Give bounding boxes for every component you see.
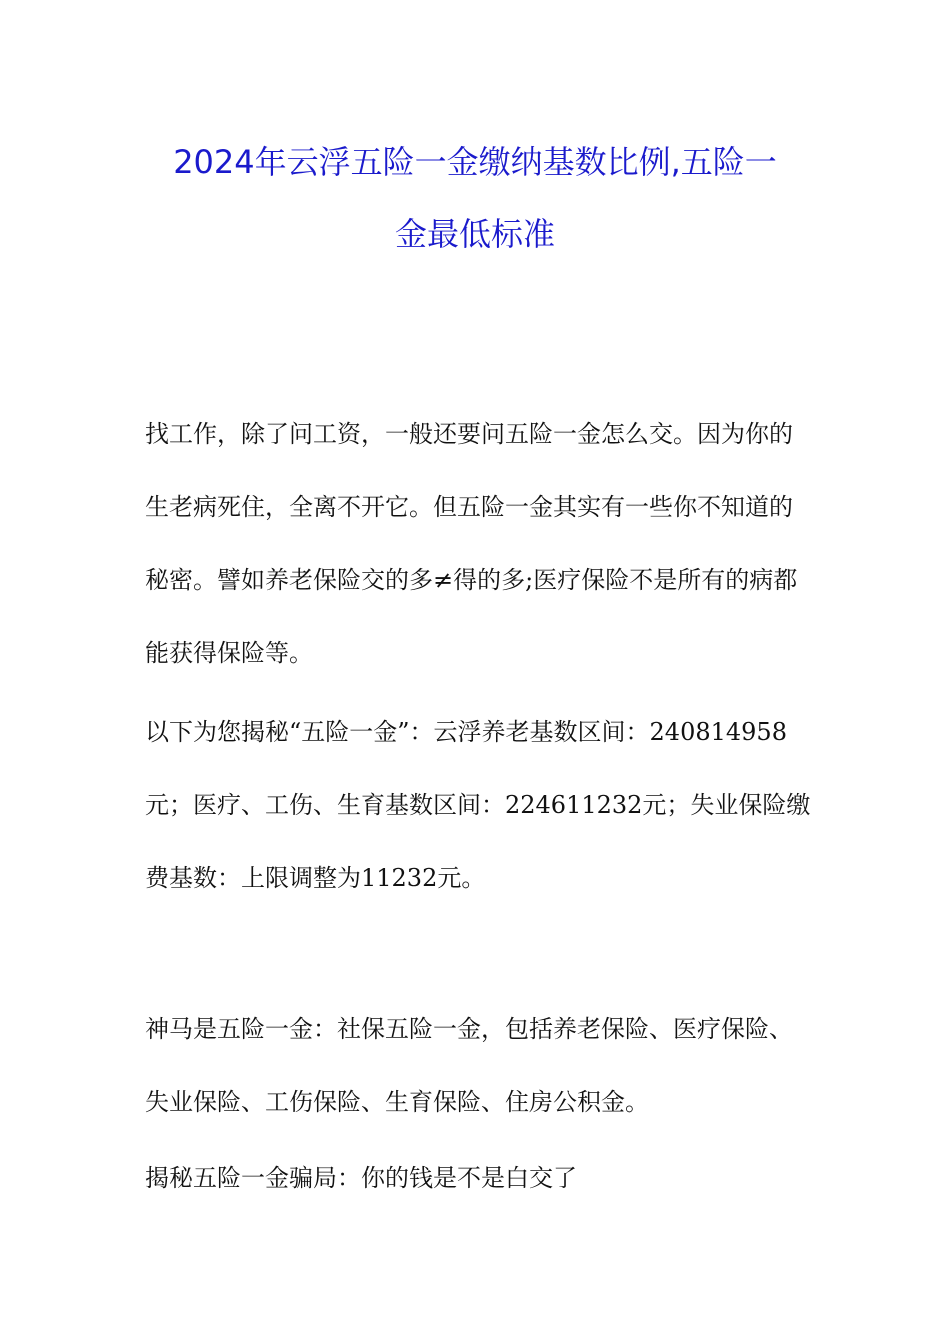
paragraph-line: 揭秘五险一金骗局：你的钱是不是白交了 bbox=[145, 1164, 577, 1192]
paragraph-definition bbox=[145, 993, 810, 1139]
paragraph-line: 找工作，除了问工资，一般还要问五险一金怎么交。因为你的 bbox=[145, 420, 793, 448]
paragraph-line: 以下为您揭秘“五险一金”：云浮养老基数区间：240814958 bbox=[145, 718, 787, 746]
paragraph-line: 秘密。譬如养老保险交的多≠得的多;医疗保险不是所有的病都 bbox=[145, 566, 798, 594]
paragraph-line: 能获得保险等。 bbox=[145, 639, 313, 667]
paragraph-line: 费基数：上限调整为11232元。 bbox=[145, 864, 486, 892]
paragraph-line: 生老病死住，全离不开它。但五险一金其实有一些你不知道的 bbox=[145, 493, 793, 521]
paragraph-base-ranges bbox=[145, 696, 810, 915]
document-title bbox=[120, 126, 830, 270]
paragraph-line: 神马是五险一金：社保五险一金，包括养老保险、医疗保险、 bbox=[145, 1015, 793, 1043]
paragraph-subheading bbox=[145, 1142, 810, 1215]
title-line-1: 2024年云浮五险一金缴纳基数比例,五险一 bbox=[173, 143, 777, 181]
paragraph-line: 失业保险、工伤保险、生育保险、住房公积金。 bbox=[145, 1088, 649, 1116]
paragraph-line: 元；医疗、工伤、生育基数区间：224611232元；失业保险缴 bbox=[145, 791, 811, 819]
paragraph-intro bbox=[145, 398, 810, 690]
title-line-2: 金最低标准 bbox=[394, 215, 555, 253]
